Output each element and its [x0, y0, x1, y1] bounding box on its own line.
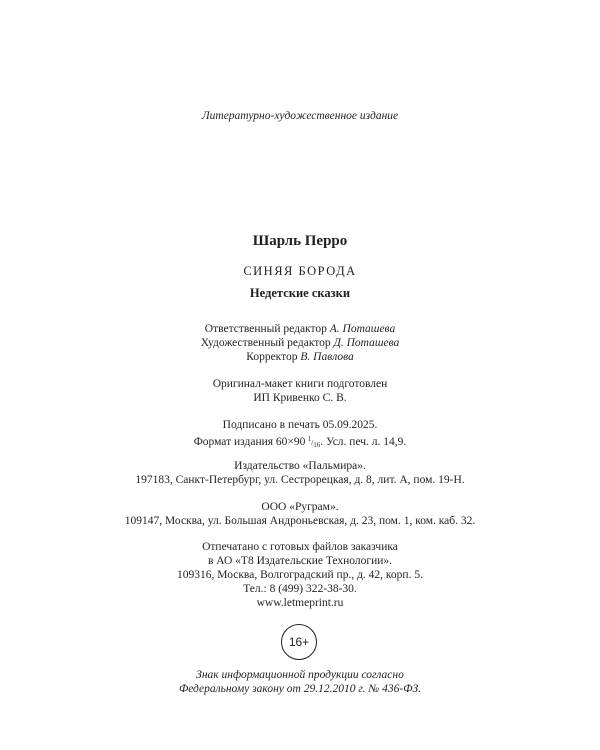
credit-role: Корректор: [246, 351, 298, 363]
author-name: Шарль Перро: [252, 233, 348, 249]
credit-name: А. Поташева: [329, 323, 396, 335]
layout-credit-line1: Оригинал-макет книги подготовлен: [212, 378, 388, 390]
fraction-numerator: 1: [307, 435, 312, 443]
printer-address: 109316, Москва, Волгоградский пр., д. 42, корп. 5.: [177, 569, 423, 581]
print-format: [0, 433, 600, 452]
format-fraction: 1/16: [307, 435, 321, 449]
partner-address: 109147, Москва, ул. Большая Андроньевская, д. 23, пом. 1, ком. каб. 32.: [124, 515, 476, 527]
credit-role: Художественный редактор: [200, 337, 331, 349]
layout-credit-line2: ИП Кривенко С. В.: [253, 392, 347, 404]
credit-name: В. Павлова: [300, 351, 354, 363]
credit-line: [0, 351, 600, 364]
credit-line: [0, 337, 600, 350]
printer-website: www.letmeprint.ru: [256, 597, 344, 609]
publisher-name: Издательство «Пальмира».: [234, 460, 366, 472]
fraction-denominator: 16: [313, 441, 321, 449]
print-signed: Подписано в печать 05.09.2025.: [222, 419, 378, 431]
edition-type: Литературно-художественное издание: [201, 110, 399, 122]
printer-line1: Отпечатано с готовых файлов заказчика: [202, 541, 398, 553]
age-notice-line1: Знак информационной продукции согласно: [196, 669, 404, 681]
partner-name: ООО «Руграм».: [261, 501, 339, 513]
credit-line: [0, 323, 600, 336]
format-suffix: . Усл. печ. л. 14,9.: [320, 436, 407, 448]
age-rating-label: 16+: [288, 635, 310, 649]
age-notice-line2: Федеральному закону от 29.12.2010 г. № 436-ФЗ.: [178, 683, 422, 695]
format-prefix: Формат издания 60×90: [193, 436, 306, 448]
credit-role: Ответственный редактор: [204, 323, 327, 335]
publisher-address: 197183, Санкт-Петербург, ул. Сестрорецкая, д. 8, лит. А, пом. 19-Н.: [135, 474, 465, 486]
age-rating-badge: [281, 624, 317, 660]
printer-phone: Тел.: 8 (499) 322-38-30.: [243, 583, 357, 595]
printer-line2: в АО «Т8 Издательские Технологии».: [207, 555, 393, 567]
book-subtitle: Недетские сказки: [249, 286, 351, 300]
credit-name: Д. Поташева: [333, 337, 400, 349]
book-title: СИНЯЯ БОРОДА: [243, 264, 357, 278]
